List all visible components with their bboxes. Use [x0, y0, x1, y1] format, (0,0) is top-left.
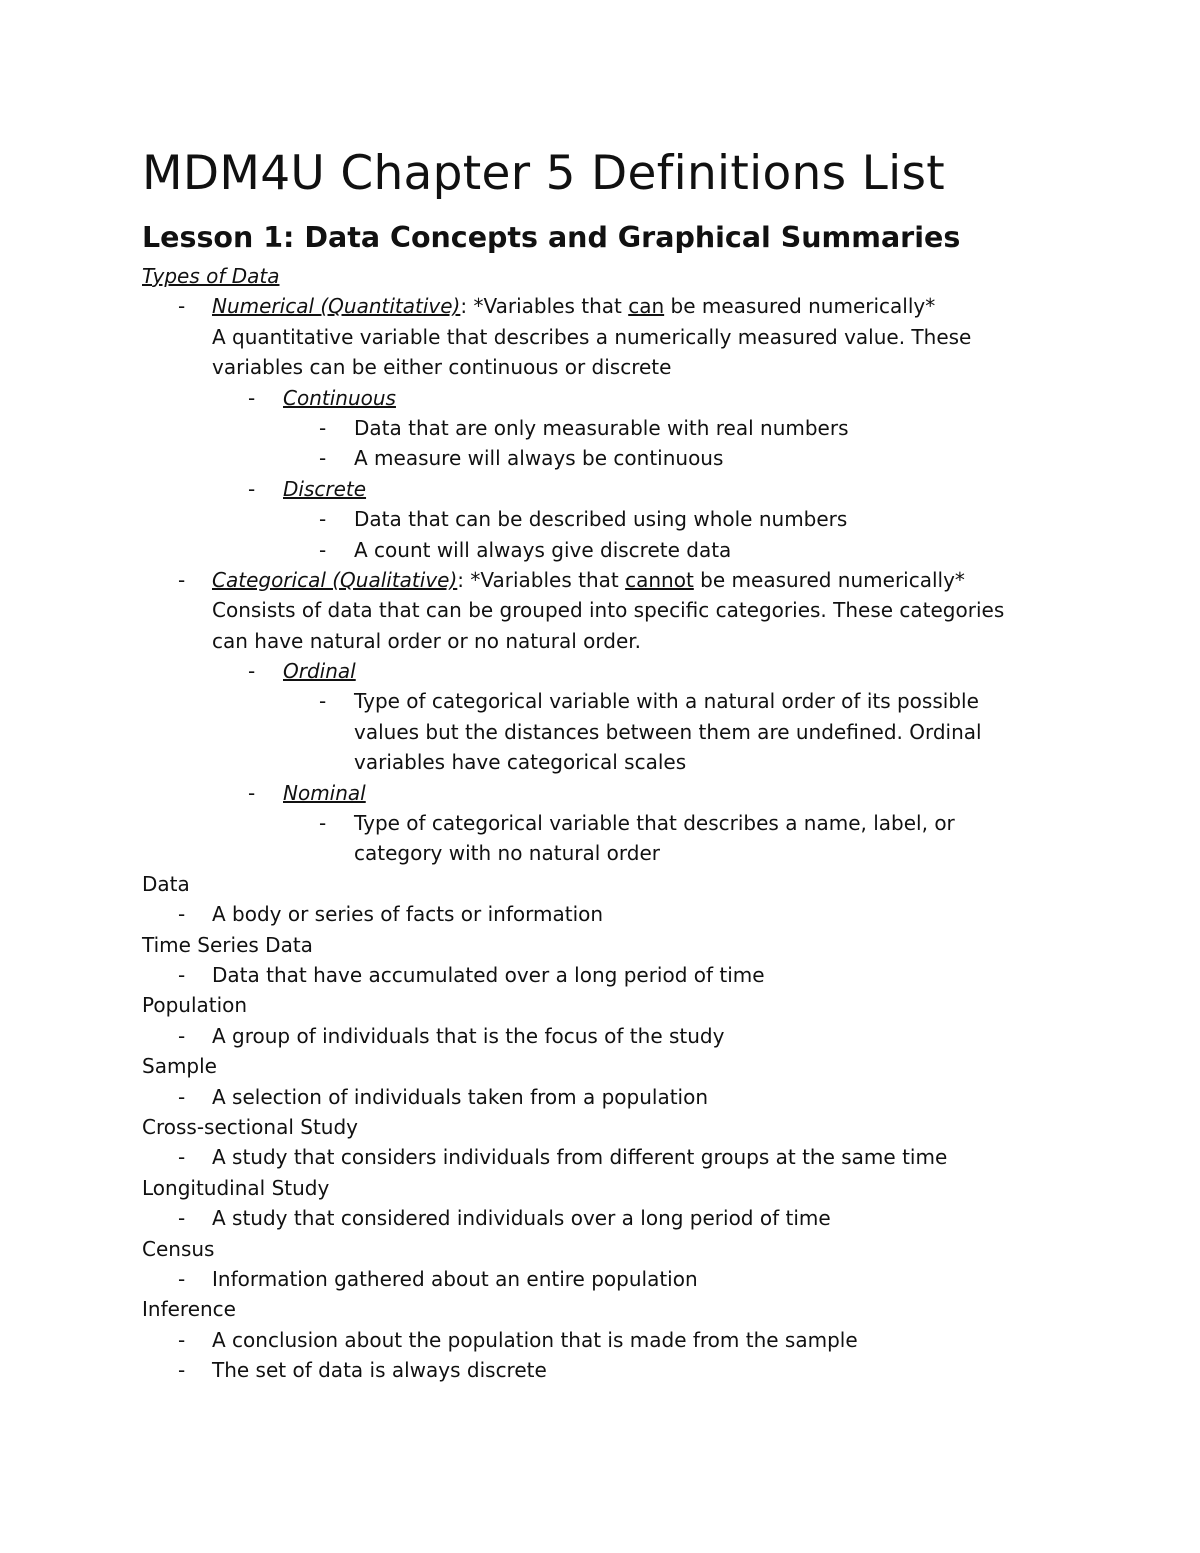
- definition-text: The set of data is always discrete: [212, 1358, 547, 1383]
- numerical-description-line: A quantitative variable that describes a numerically measured value. These: [212, 324, 972, 349]
- definition-text: A conclusion about the population that is made from the sample: [212, 1327, 858, 1352]
- term-heading: Population: [142, 993, 248, 1018]
- term-heading: Time Series Data: [142, 932, 313, 957]
- bullet-dash: -: [178, 1145, 186, 1170]
- bullet-dash: -: [248, 659, 256, 684]
- definition-text: Type of categorical variable with a natural order of its possible: [354, 689, 979, 714]
- definition-text: Data that have accumulated over a long period of time: [212, 962, 765, 987]
- note-emphasis: cannot: [625, 567, 694, 592]
- bullet-dash: -: [319, 689, 327, 714]
- definition-text: A body or series of facts or information: [212, 902, 604, 927]
- note-text: *Variables that: [464, 567, 626, 592]
- list-item: [142, 1355, 1072, 1385]
- categorical-description-line: Consists of data that can be grouped into specific categories. These categories: [212, 598, 1005, 623]
- list-item-continuation: [142, 838, 1072, 868]
- definition-text: A group of individuals that is the focus of the study: [212, 1023, 725, 1048]
- list-item: [142, 1142, 1072, 1172]
- note-text: *Variables that: [467, 294, 629, 319]
- list-item: [142, 899, 1072, 929]
- bullet-dash: -: [248, 385, 256, 410]
- list-item: [142, 443, 1072, 473]
- bullet-dash: -: [178, 1206, 186, 1231]
- list-item: [142, 1264, 1072, 1294]
- bullet-dash: -: [178, 1266, 186, 1291]
- list-item-discrete: [142, 474, 1072, 504]
- list-item: [142, 413, 1072, 443]
- definition-text: A measure will always be continuous: [354, 446, 724, 471]
- types-of-data-heading: [142, 261, 1072, 291]
- bullet-dash: -: [248, 476, 256, 501]
- list-item-continuous: [142, 383, 1072, 413]
- continuous-label: Continuous: [283, 385, 396, 410]
- list-item-nominal: [142, 778, 1072, 808]
- definition-text: values but the distances between them are undefined. Ordinal: [354, 719, 982, 744]
- definition-text: A count will always give discrete data: [354, 537, 732, 562]
- list-item: [142, 1325, 1072, 1355]
- list-item: [142, 535, 1072, 565]
- list-item-categorical: [142, 565, 1072, 595]
- types-heading-text: Types of Data: [142, 264, 280, 288]
- document-body: [142, 261, 1072, 1385]
- list-item: [142, 504, 1072, 534]
- bullet-dash: -: [319, 446, 327, 471]
- list-item: [142, 960, 1072, 990]
- colon: :: [460, 294, 468, 319]
- bullet-dash: -: [319, 415, 327, 440]
- bullet-dash: -: [178, 1327, 186, 1352]
- bullet-dash: -: [178, 1023, 186, 1048]
- definition-text: category with no natural order: [354, 841, 660, 866]
- bullet-dash: -: [319, 507, 327, 532]
- bullet-dash: -: [178, 1084, 186, 1109]
- bullet-dash: -: [178, 294, 186, 319]
- list-item-numerical: [142, 291, 1072, 321]
- definition-text: Type of categorical variable that describes a name, label, or: [354, 811, 955, 836]
- bullet-dash: -: [319, 811, 327, 836]
- list-item: [142, 1203, 1072, 1233]
- bullet-dash: -: [178, 567, 186, 592]
- term-heading: Sample: [142, 1054, 217, 1079]
- term-heading: Data: [142, 871, 190, 896]
- term-heading: Inference: [142, 1297, 236, 1322]
- bullet-dash: -: [248, 780, 256, 805]
- definition-text: A selection of individuals taken from a population: [212, 1084, 709, 1109]
- note-text: be measured numerically*: [664, 294, 936, 319]
- definition-text: A study that considered individuals over a long period of time: [212, 1206, 831, 1231]
- term-heading: Longitudinal Study: [142, 1175, 330, 1200]
- list-item: [142, 1082, 1072, 1112]
- ordinal-label: Ordinal: [283, 659, 356, 684]
- colon: :: [457, 567, 465, 592]
- note-emphasis: can: [628, 294, 665, 319]
- definition-text: Information gathered about an entire population: [212, 1266, 698, 1291]
- categorical-label: Categorical (Qualitative): [212, 567, 458, 592]
- bullet-dash: -: [319, 537, 327, 562]
- bullet-dash: -: [178, 962, 186, 987]
- list-item-continuation: [142, 717, 1072, 747]
- numerical-label: Numerical (Quantitative): [212, 294, 461, 319]
- discrete-label: Discrete: [283, 476, 367, 501]
- list-item-ordinal: [142, 656, 1072, 686]
- list-item-continuation: [142, 747, 1072, 777]
- definition-text: Data that can be described using whole numbers: [354, 507, 848, 532]
- term-heading: Census: [142, 1236, 215, 1261]
- definition-text: A study that considers individuals from different groups at the same time: [212, 1145, 948, 1170]
- note-text: be measured numerically*: [693, 567, 965, 592]
- bullet-dash: -: [178, 1358, 186, 1383]
- document-title: MDM4U Chapter 5 Definitions List: [142, 146, 945, 201]
- bullet-dash: -: [178, 902, 186, 927]
- numerical-description-line: variables can be either continuous or discrete: [212, 355, 672, 380]
- nominal-label: Nominal: [283, 780, 366, 805]
- definition-text: variables have categorical scales: [354, 750, 687, 775]
- definition-text: Data that are only measurable with real numbers: [354, 415, 849, 440]
- list-item: [142, 1021, 1072, 1051]
- list-item: [142, 686, 1072, 716]
- list-item: [142, 808, 1072, 838]
- categorical-description-line: can have natural order or no natural order.: [212, 628, 642, 653]
- term-heading: Cross-sectional Study: [142, 1114, 358, 1139]
- lesson-heading: Lesson 1: Data Concepts and Graphical Summaries: [142, 221, 961, 254]
